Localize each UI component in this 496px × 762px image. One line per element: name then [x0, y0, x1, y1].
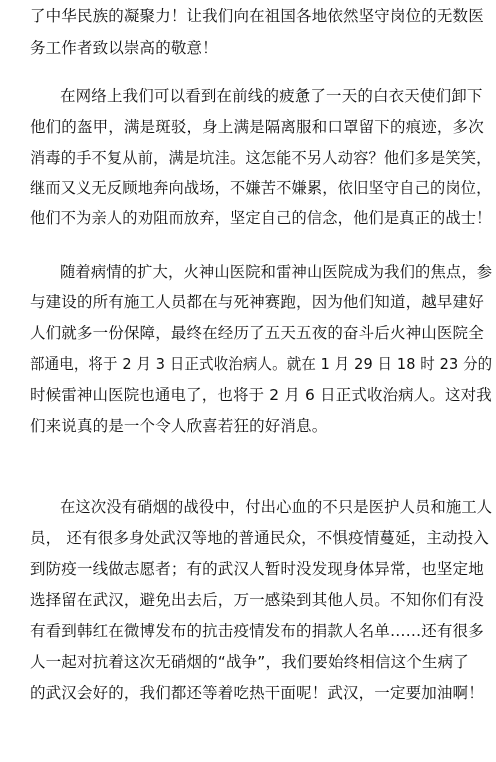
text-line: 部通电，将于 2 月 3 日正式收治病人。就在 1 月 29 日 18 时 23 分的 — [30, 355, 493, 373]
text-line: 随着病情的扩大，火神山医院和雷神山医院成为我们的焦点，参 — [60, 263, 493, 281]
text-line: 员， 还有很多身处武汉等地的普通民众，不惧疫情蔓延，主动投入 — [30, 529, 489, 547]
text-line: 他们的盔甲，满是斑驳，身上满是隔离服和口罩留下的痕迹，多次 — [30, 118, 484, 136]
text-line: 人们就多一份保障，最终在经历了五天五夜的奋斗后火神山医院全 — [30, 324, 484, 342]
text-line: 在这次没有硝烟的战役中，付出心血的不只是医护人员和施工人 — [60, 498, 493, 516]
text-line: 务工作者致以崇高的敬意！ — [30, 39, 218, 57]
text-line: 到防疫一线做志愿者；有的武汉人暂时没发现身体异常，也坚定地 — [30, 560, 484, 578]
text-line: 继而又义无反顾地奔向战场，不嫌苦不嫌累，依旧坚守自己的岗位， — [30, 179, 492, 197]
text-line: 与建设的所有施工人员都在与死神赛跑，因为他们知道，越早建好 — [30, 293, 484, 311]
text-line: 的武汉会好的，我们都还等着吃热干面呢！武汉，一定要加油啊！ — [30, 684, 484, 702]
text-line: 有看到韩红在微博发布的抗击疫情发布的捐款人名单……还有很多 — [30, 622, 484, 640]
text-line: 们来说真的是一个令人欣喜若狂的好消息。 — [30, 417, 328, 435]
text-line: 消毒的手不复从前，满是坑洼。这怎能不另人动容？他们多是笑笑， — [30, 149, 492, 167]
text-line: 他们不为亲人的劝阻而放弃，坚定自己的信念，他们是真正的战士！ — [30, 209, 492, 227]
text-line: 人一起对抗着这次无硝烟的“战争”，我们要始终相信这个生病了 — [30, 653, 469, 671]
text-line: 时候雷神山医院也通电了，也将于 2 月 6 日正式收治病人。这对我 — [30, 386, 492, 404]
text-line: 在网络上我们可以看到在前线的疲惫了一天的白衣天使们卸下 — [60, 87, 483, 105]
text-line: 了中华民族的凝聚力！让我们向在祖国各地依然坚守岗位的无数医 — [30, 7, 484, 25]
text-line: 选择留在武汉，避免出去后，万一感染到其他人员。不知你们有没 — [30, 591, 484, 609]
